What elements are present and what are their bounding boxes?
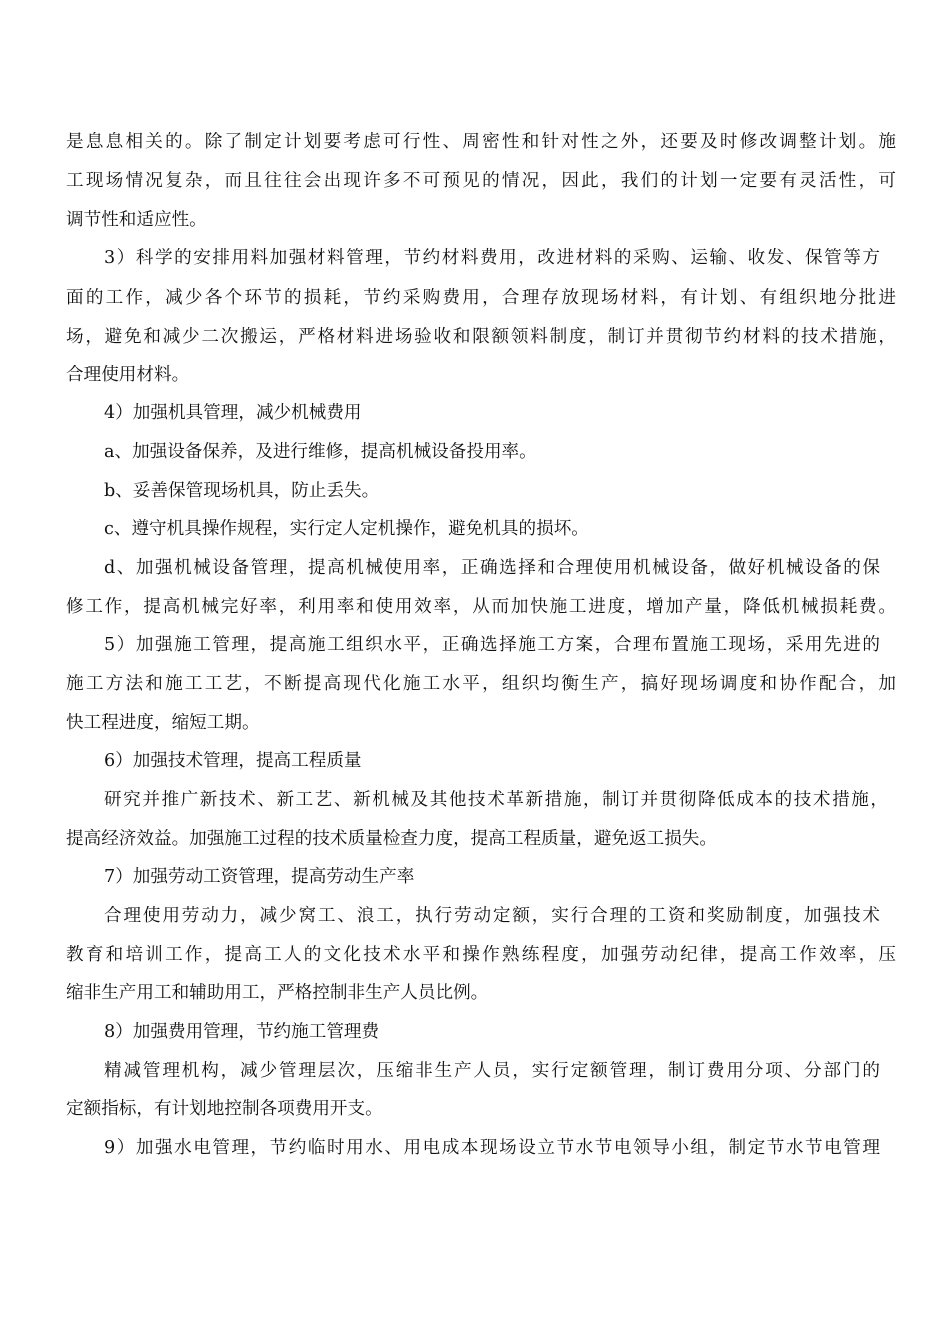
text-line-26: 定额指标，有计划地控制各项费用开支。: [66, 1099, 383, 1119]
text-line-5: 面的工作，减少各个环节的损耗，节约采购费用，合理存放现场材料，有计划、有组织地分批进: [66, 288, 896, 308]
text-line-15: 施工方法和施工工艺，不断提高现代化施工水平，组织均衡生产，搞好现场调度和协作配合，加: [66, 674, 896, 694]
text-line-25: 精减管理机构，减少管理层次，压缩非生产人员，实行定额管理，制订费用分项、分部门的: [104, 1061, 880, 1081]
text-line-4: 3）科学的安排用料加强材料管理，节约材料费用，改进材料的采购、运输、收发、保管等方: [104, 248, 880, 268]
text-line-7: 合理使用材料。: [66, 365, 190, 385]
text-line-22: 教育和培训工作，提高工人的文化技术水平和操作熟练程度，加强劳动纪律，提高工作效率，压: [66, 945, 896, 965]
text-line-9: a、加强设备保养，及进行维修，提高机械设备投用率。: [104, 442, 537, 462]
text-line-13: 修工作，提高机械完好率，利用率和使用效率，从而加快施工进度，增加产量，降低机械损耗费。: [66, 597, 896, 617]
text-line-10: b、妥善保管现场机具，防止丢失。: [104, 481, 380, 501]
text-line-3: 调节性和适应性。: [66, 210, 207, 230]
text-line-2: 工现场情况复杂，而且往往会出现许多不可预见的情况，因此，我们的计划一定要有灵活性，可: [66, 171, 896, 191]
text-line-21: 合理使用劳动力，减少窝工、浪工，执行劳动定额，实行合理的工资和奖励制度，加强技术: [104, 906, 880, 926]
text-line-19: 提高经济效益。加强施工过程的技术质量检查力度，提高工程质量，避免返工损失。: [66, 829, 717, 849]
text-line-8: 4）加强机具管理，减少机械费用: [104, 403, 362, 423]
text-line-6: 场，避免和减少二次搬运，严格材料进场验收和限额领料制度，制订并贯彻节约材料的技术措施，: [66, 327, 896, 347]
text-line-17: 6）加强技术管理，提高工程质量: [104, 751, 362, 771]
text-line-23: 缩非生产用工和辅助用工，严格控制非生产人员比例。: [66, 983, 489, 1003]
text-line-18: 研究并推广新技术、新工艺、新机械及其他技术革新措施，制订并贯彻降低成本的技术措施，: [104, 790, 888, 810]
text-line-16: 快工程进度，缩短工期。: [66, 713, 260, 733]
text-line-14: 5）加强施工管理，提高施工组织水平，正确选择施工方案，合理布置施工现场，采用先进的: [104, 635, 880, 655]
text-line-24: 8）加强费用管理，节约施工管理费: [104, 1022, 380, 1042]
text-line-11: c、遵守机具操作规程，实行定人定机操作，避免机具的损坏。: [104, 519, 589, 539]
text-line-12: d、加强机械设备管理，提高机械使用率，正确选择和合理使用机械设备，做好机械设备的保: [104, 558, 880, 578]
text-line-27: 9）加强水电管理，节约临时用水、用电成本现场设立节水节电领导小组，制定节水节电管理: [104, 1138, 880, 1158]
text-line-1: 是息息相关的。除了制定计划要考虑可行性、周密性和针对性之外，还要及时修改调整计划。施: [66, 132, 896, 152]
text-line-20: 7）加强劳动工资管理，提高劳动生产率: [104, 867, 415, 887]
